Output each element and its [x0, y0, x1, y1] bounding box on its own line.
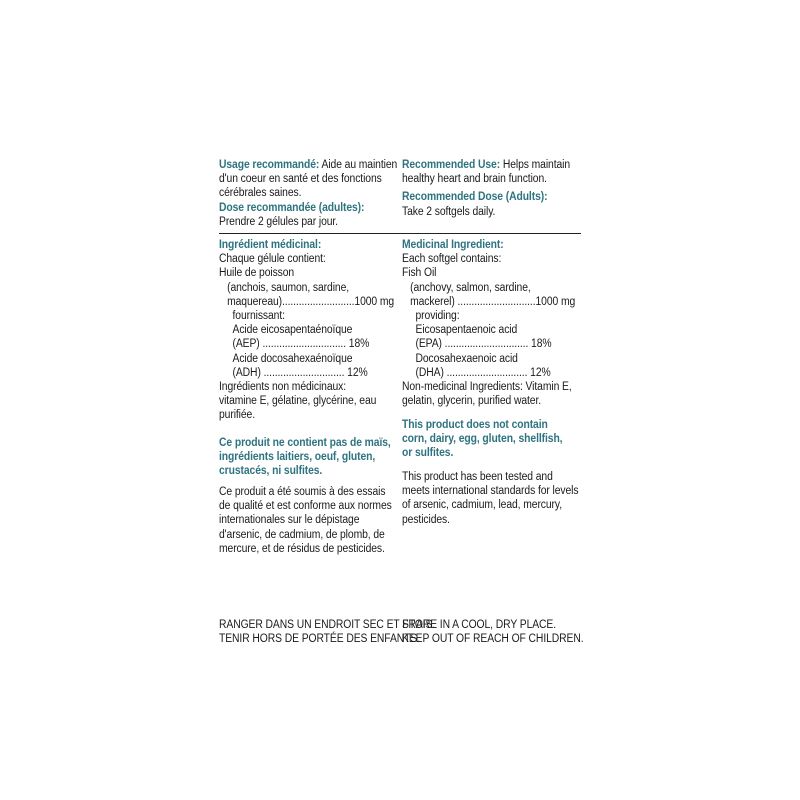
- french-testing-line: mercure, et de résidus de pesticides.: [219, 542, 385, 555]
- french-nonmed-line: vitamine E, gélatine, glycérine, eau: [219, 395, 377, 408]
- french-dose-title: Dose recommandée (adultes):: [219, 201, 365, 214]
- french-med-line: maquereau)..........................1000 mg: [227, 295, 395, 308]
- french-nonmed-line: purifiée.: [219, 409, 256, 422]
- french-usage-text-line: d'un coeur en santé et des fonctions: [219, 173, 382, 186]
- english-storage-line: STORE IN A COOL, DRY PLACE.: [402, 619, 557, 631]
- english-testing-line: meets international standards for levels: [402, 485, 579, 498]
- french-nonmed-line: Ingrédients non médicinaux:: [219, 381, 347, 394]
- english-free-line: This product does not contain: [402, 419, 548, 431]
- english-nonmed-line: Non-medicinal Ingredients: Vitamin E,: [402, 381, 572, 394]
- english-storage-line: KEEP OUT OF REACH OF CHILDREN.: [402, 633, 584, 646]
- french-med-line: Acide docosahexaénoïque: [232, 352, 353, 365]
- divider-rule: [219, 233, 581, 234]
- english-med-line: mackerel) ............................1000 mg: [410, 295, 576, 308]
- english-med-line: Each softgel contains:: [402, 253, 502, 266]
- french-storage-line: TENIR HORS DE PORTÉE DES ENFANTS.: [219, 633, 421, 646]
- french-med-line: Chaque gélule contient:: [219, 253, 326, 266]
- english-storage-block: [402, 618, 584, 646]
- french-usage-text: Aide au maintien: [319, 159, 398, 171]
- english-medicinal-title: Medicinal Ingredient:: [402, 239, 504, 251]
- french-free-line: crustacés, ni sulfites.: [219, 465, 323, 478]
- english-med-line: (DHA) ............................. 12%: [415, 366, 551, 379]
- french-testing-line: d'arsenic, de cadmium, de plomb, de: [219, 528, 385, 541]
- french-testing-block: [219, 485, 392, 556]
- english-ingredients-block: [402, 238, 580, 408]
- english-free-line: corn, dairy, egg, gluten, shellfish,: [402, 433, 563, 446]
- french-usage-title: Usage recommandé:: [219, 159, 320, 171]
- english-free-from-block: [402, 418, 580, 461]
- english-testing-line: pesticides.: [402, 513, 450, 526]
- french-usage-block: [219, 158, 398, 229]
- french-free-line: ingrédients laitiers, oeuf, gluten,: [219, 451, 376, 464]
- french-med-line: fournissant:: [232, 310, 285, 323]
- english-med-line: Fish Oil: [402, 267, 437, 280]
- english-med-line: (EPA) .............................. 18%: [415, 338, 552, 351]
- english-nonmed-line: gelatin, glycerin, purified water.: [402, 395, 542, 408]
- french-testing-line: Ce produit a été soumis à des essais: [219, 486, 386, 498]
- french-free-from-block: [219, 436, 392, 479]
- french-med-line: Huile de poisson: [219, 267, 295, 280]
- english-testing-line: of arsenic, cadmium, lead, mercury,: [402, 499, 563, 512]
- english-free-line: or sulfites.: [402, 447, 454, 460]
- french-med-line: (AEP) .............................. 18%: [232, 338, 370, 351]
- french-storage-block: [219, 618, 436, 646]
- english-dose-text: Take 2 softgels daily.: [402, 205, 496, 218]
- english-med-line: providing:: [415, 310, 460, 323]
- french-free-line: Ce produit ne contient pas de maïs,: [219, 437, 391, 449]
- english-usage-text: Helps maintain: [500, 159, 571, 171]
- english-dose-title: Recommended Dose (Adults):: [402, 191, 548, 204]
- french-med-line: Acide eicosapentaénoïque: [232, 324, 353, 337]
- english-usage-text-line: healthy heart and brain function.: [402, 173, 547, 186]
- french-testing-line: de qualité et est conforme aux normes: [219, 500, 392, 513]
- french-usage-text-line: cérébrales saines.: [219, 187, 302, 200]
- french-dose-text: Prendre 2 gélules par jour.: [219, 215, 338, 228]
- french-medicinal-title: Ingrédient médicinal:: [219, 239, 322, 251]
- french-testing-line: internationales sur le dépistage: [219, 514, 360, 527]
- english-testing-block: [402, 470, 580, 527]
- french-med-line: (anchois, saumon, sardine,: [227, 281, 350, 294]
- french-med-line: (ADH) ............................. 12%: [232, 366, 368, 379]
- french-ingredients-block: [219, 238, 395, 423]
- english-med-line: Docosahexaenoic acid: [415, 352, 518, 365]
- french-storage-line: RANGER DANS UN ENDROIT SEC ET FRAIS.: [219, 619, 436, 631]
- english-med-line: Eicosapentaenoic acid: [415, 324, 518, 337]
- english-usage-title: Recommended Use:: [402, 159, 501, 171]
- english-usage-block: [402, 158, 580, 219]
- english-med-line: (anchovy, salmon, sardine,: [410, 281, 531, 294]
- english-testing-line: This product has been tested and: [402, 471, 553, 483]
